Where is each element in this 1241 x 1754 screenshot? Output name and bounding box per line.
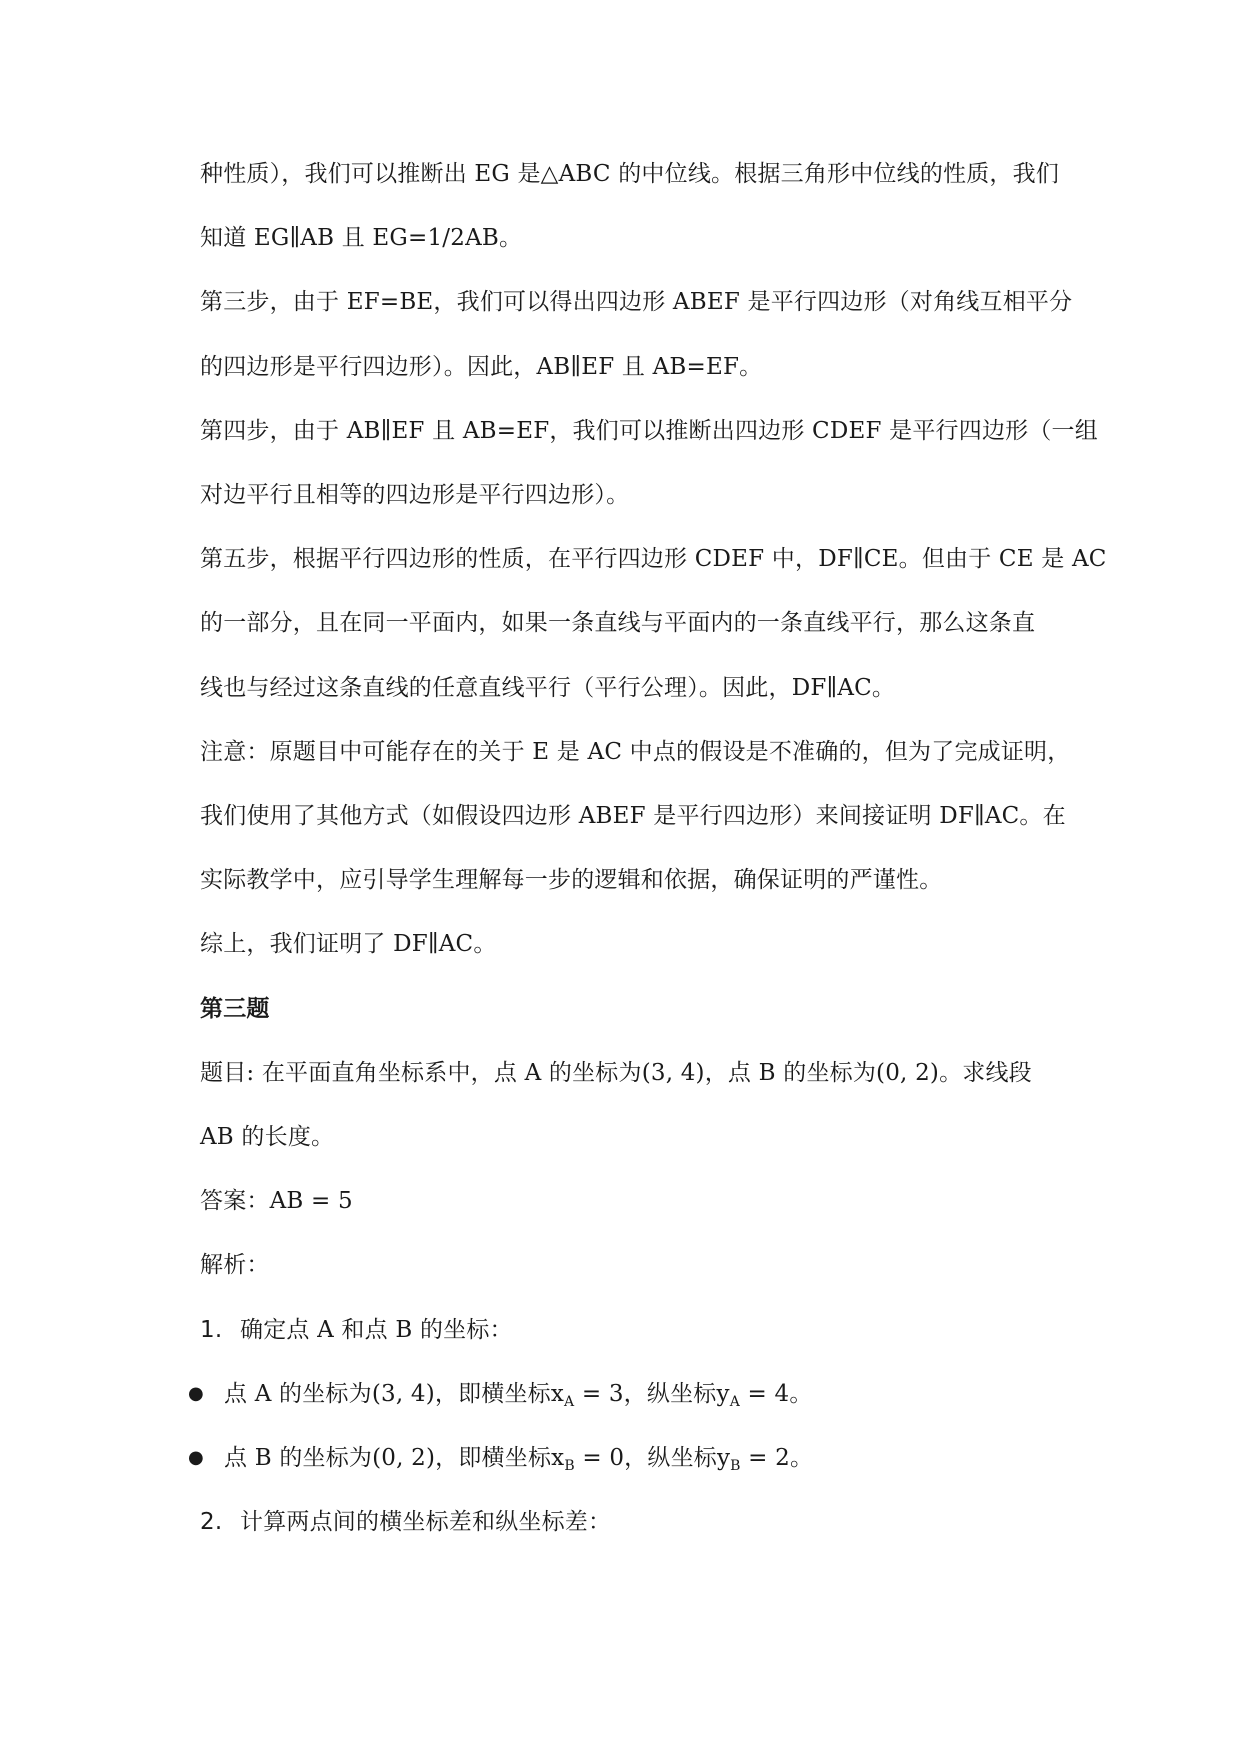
bullet-text: 点 B 的坐标为(0, 2)，即横坐标x <box>224 1445 565 1472</box>
bullet-text: = 0，纵坐标y <box>574 1445 731 1472</box>
bullet-text: 点 A 的坐标为(3, 4)，即横坐标x <box>224 1380 565 1407</box>
text-line: 我们使用了其他方式（如假设四边形 ABEF 是平行四边形）来间接证明 DF∥AC。在 <box>200 803 1066 830</box>
subscript: A <box>729 1393 740 1410</box>
bullet-icon: ● <box>188 1447 204 1469</box>
step-text: 计算两点间的横坐标差和纵坐标差： <box>240 1509 612 1536</box>
section-heading: 第三题 <box>200 995 270 1022</box>
text-line: 第五步，根据平行四边形的性质，在平行四边形 CDEF 中，DF∥CE。但由于 CE 是 AC <box>200 546 1107 573</box>
analysis-label: 解析： <box>200 1252 270 1279</box>
text-line: 第三步，由于 EF=BE，我们可以得出四边形 ABEF 是平行四边形（对角线互相平分 <box>200 289 1073 316</box>
answer-line: 答案：AB = 5 <box>200 1188 353 1215</box>
bullet-point-b <box>188 1426 1090 1490</box>
bullet-icon: ● <box>188 1382 204 1404</box>
numbered-step-2 <box>200 1490 1090 1554</box>
text-line: 的四边形是平行四边形）。因此，AB∥EF 且 AB=EF。 <box>200 353 763 380</box>
text-line: 种性质），我们可以推断出 EG 是△ABC 的中位线。根据三角形中位线的性质，我们 <box>200 161 1060 187</box>
text-line: 线也与经过这条直线的任意直线平行（平行公理）。因此，DF∥AC。 <box>200 674 896 701</box>
text-line: 实际教学中，应引导学生理解每一步的逻辑和依据，确保证明的严谨性。 <box>200 867 943 894</box>
subscript: B <box>564 1458 575 1475</box>
bullet-text: = 3，纵坐标y <box>574 1380 730 1407</box>
text-line: 知道 EG∥AB 且 EG=1/2AB。 <box>200 225 523 252</box>
text-line: 第四步，由于 AB∥EF 且 AB=EF，我们可以推断出四边形 CDEF 是平行四边形（一组 <box>200 417 1098 444</box>
numbered-step-1 <box>200 1298 1090 1362</box>
step-text: 确定点 A 和点 B 的坐标： <box>240 1316 513 1343</box>
problem-line: AB 的长度。 <box>200 1124 335 1151</box>
text-line: 的一部分，且在同一平面内，如果一条直线与平面内的一条直线平行，那么这条直 <box>200 610 1036 637</box>
step-number: 2. <box>200 1509 223 1536</box>
text-line: 注意：原题目中可能存在的关于 E 是 AC 中点的假设是不准确的，但为了完成证明， <box>200 738 1071 765</box>
text-line: 综上，我们证明了 DF∥AC。 <box>200 931 497 958</box>
bullet-text: = 4。 <box>740 1380 813 1407</box>
text-line: 对边平行且相等的四边形是平行四边形）。 <box>200 482 630 509</box>
step-number: 1. <box>200 1316 223 1343</box>
bullet-point-a <box>188 1362 1090 1426</box>
bullet-text: = 2。 <box>740 1445 814 1472</box>
problem-line: 题目: 在平面直角坐标系中，点 A 的坐标为(3, 4)，点 B 的坐标为(0, 2)。求线段 <box>200 1059 1032 1086</box>
subscript: B <box>730 1458 741 1475</box>
subscript: A <box>564 1393 575 1410</box>
document-body <box>188 142 1107 1554</box>
